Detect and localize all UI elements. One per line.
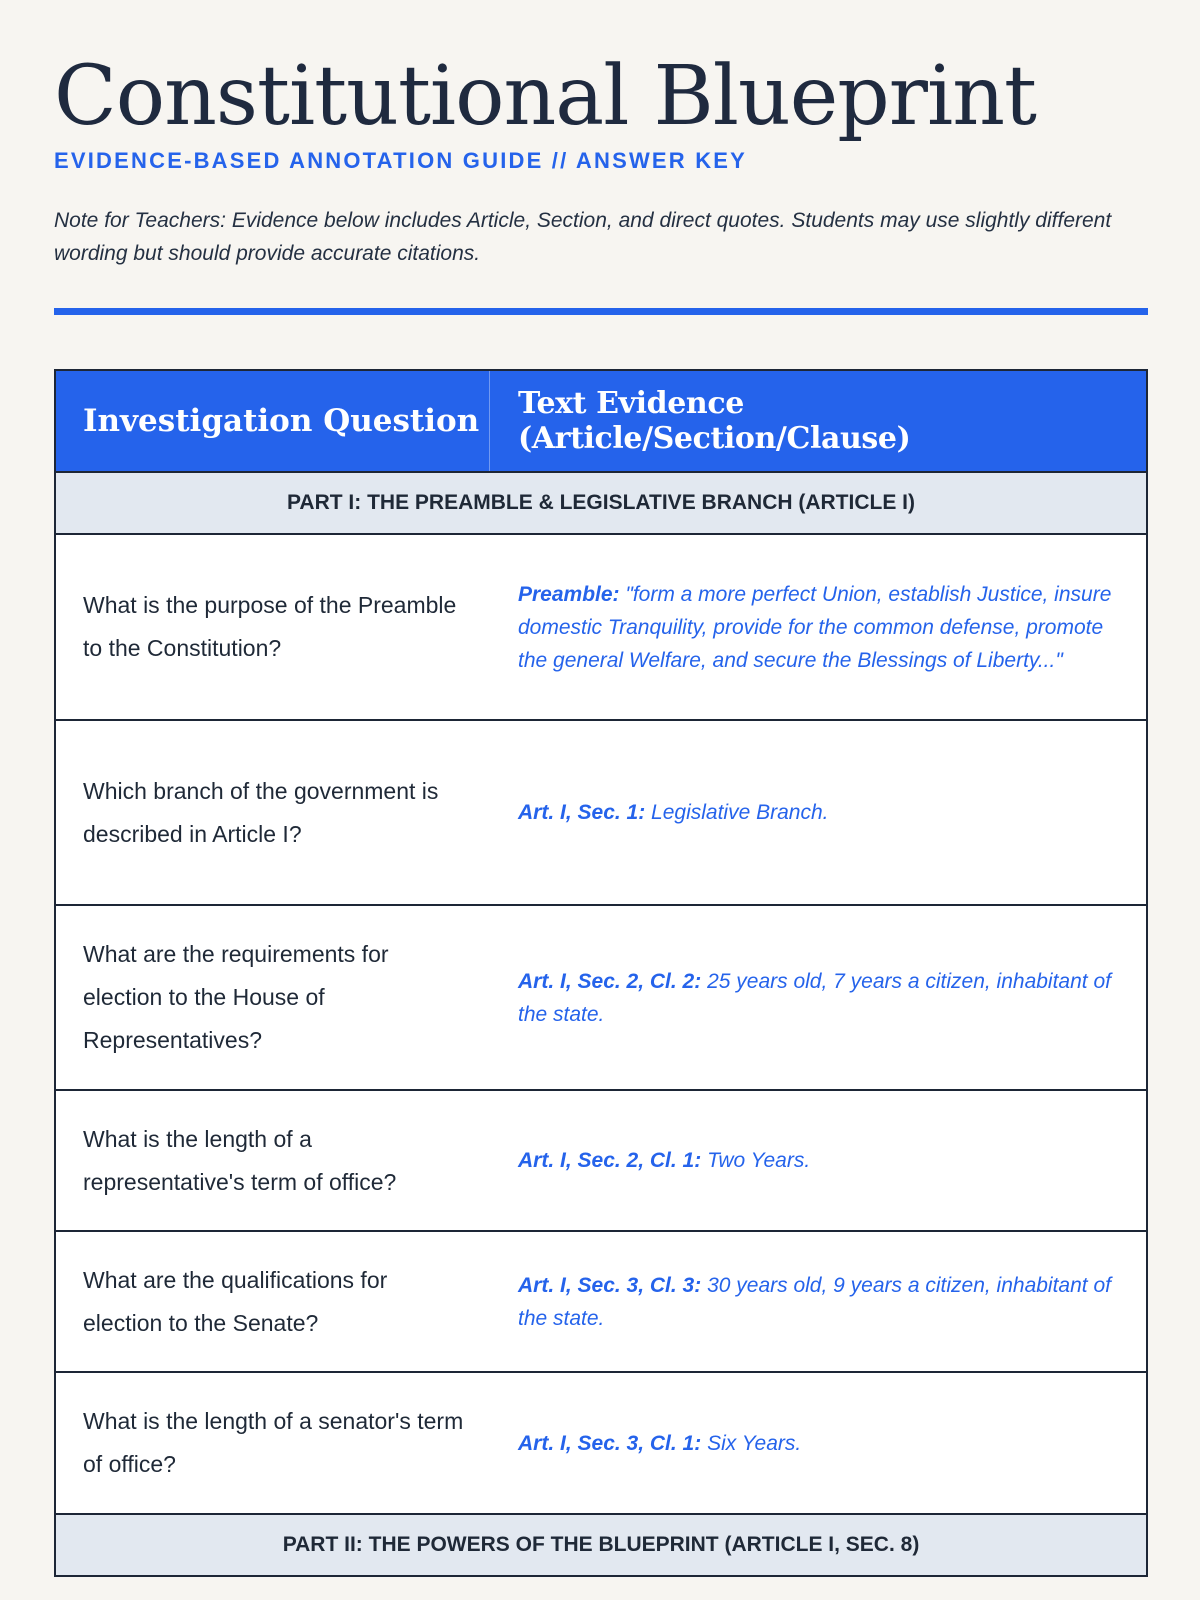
column-header-question: Investigation Question	[56, 371, 490, 471]
evidence-citation: Art. I, Sec. 3, Cl. 1:	[518, 1431, 702, 1455]
evidence-text	[518, 1269, 1116, 1335]
question-cell	[56, 906, 490, 1089]
evidence-answer: "form a more perfect Union, establish Justice, insure domestic Tranquility, provide for the common defense, promote the general Welfare, and secure the Blessings of Liberty..."	[518, 582, 1112, 672]
evidence-answer: Six Years.	[701, 1431, 802, 1455]
question-cell	[56, 1091, 490, 1230]
divider-rule	[54, 308, 1148, 315]
question-text: What are the qualifications for election to the Senate?	[83, 1266, 388, 1336]
evidence-cell	[490, 1091, 1146, 1230]
evidence-citation: Art. I, Sec. 1:	[518, 801, 646, 825]
table-row	[56, 721, 1146, 906]
evidence-cell	[490, 906, 1146, 1089]
teacher-note: Note for Teachers: Evidence below includes Article, Section, and direct quotes. Students may use slightly different wording but should provide accurate citations.	[54, 209, 1112, 266]
evidence-citation: Art. I, Sec. 2, Cl. 2:	[518, 969, 702, 993]
section-header-part-1: PART I: THE PREAMBLE & LEGISLATIVE BRANCH (ARTICLE I)	[56, 473, 1146, 535]
evidence-citation: Art. I, Sec. 2, Cl. 1:	[518, 1149, 702, 1173]
evidence-text	[518, 578, 1116, 677]
evidence-answer: 30 years old, 9 years a citizen, inhabitant of the state.	[518, 1273, 1111, 1330]
question-cell	[56, 721, 490, 904]
column-header-evidence: Text Evidence (Article/Section/Clause)	[518, 386, 911, 457]
evidence-table	[54, 369, 1148, 1577]
table-header	[56, 371, 1146, 473]
evidence-text	[518, 1144, 810, 1177]
evidence-citation: Art. I, Sec. 3, Cl. 3:	[518, 1273, 702, 1297]
question-cell	[56, 1373, 490, 1513]
question-text: What is the purpose of the Preamble to the Constitution?	[83, 592, 457, 662]
section-header-part-2: PART II: THE POWERS OF THE BLUEPRINT (ARTICLE I, SEC. 8)	[56, 1515, 1146, 1577]
table-row	[56, 1373, 1146, 1515]
table-row	[56, 535, 1146, 721]
page-subtitle: EVIDENCE-BASED ANNOTATION GUIDE // ANSWER KEY	[54, 148, 748, 174]
evidence-answer: Legislative Branch.	[645, 801, 829, 825]
question-text: What is the length of a senator's term of office?	[83, 1408, 464, 1478]
evidence-cell	[490, 1373, 1146, 1513]
table-row	[56, 906, 1146, 1091]
question-cell	[56, 535, 490, 719]
evidence-cell	[490, 1232, 1146, 1371]
page-title: Constitutional Blueprint	[54, 49, 1036, 144]
question-text: Which branch of the government is described in Article I?	[83, 777, 439, 847]
evidence-citation: Preamble:	[518, 582, 620, 606]
question-text: What are the requirements for election to the House of Representatives?	[83, 941, 389, 1054]
evidence-cell	[490, 721, 1146, 904]
evidence-text	[518, 1427, 801, 1460]
evidence-cell	[490, 535, 1146, 719]
question-cell	[56, 1232, 490, 1371]
question-text: What is the length of a representative's term of office?	[83, 1125, 397, 1195]
table-row	[56, 1091, 1146, 1232]
table-row	[56, 1232, 1146, 1373]
evidence-answer: 25 years old, 7 years a citizen, inhabitant of the state.	[518, 969, 1111, 1026]
evidence-text	[518, 796, 829, 829]
evidence-text	[518, 965, 1116, 1031]
evidence-answer: Two Years.	[701, 1149, 811, 1173]
